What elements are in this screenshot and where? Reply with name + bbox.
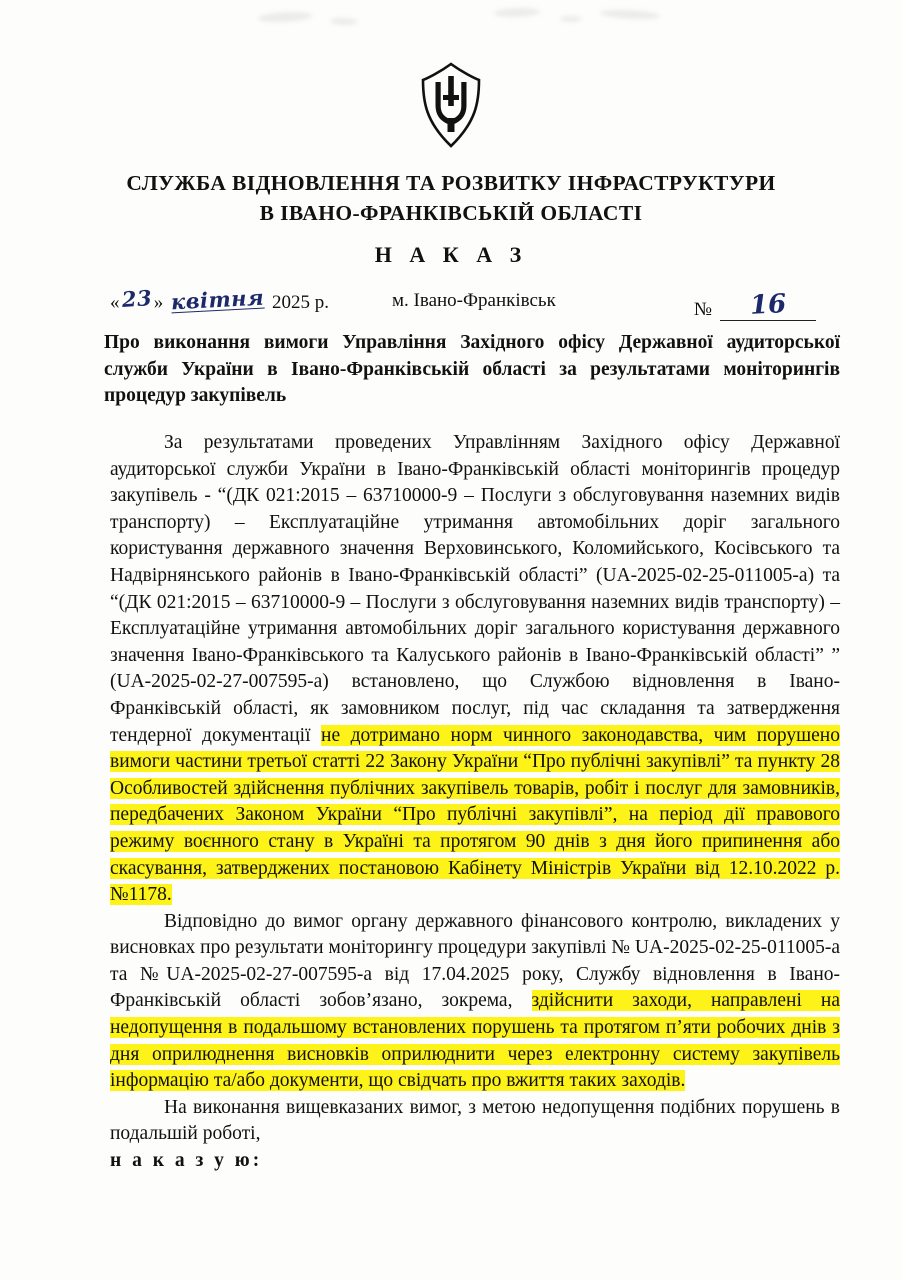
- document-date: [110, 284, 329, 315]
- document-number-line: [720, 290, 816, 321]
- organization-title: [60, 168, 842, 228]
- document-number-handwritten: 16: [749, 289, 787, 321]
- emblem-container: [0, 62, 902, 148]
- organization-title-line2: В ІВАНО-ФРАНКІВСЬКІЙ ОБЛАСТІ: [259, 201, 643, 225]
- paragraph-3-text: На виконання вищевказаних вимог, з метою недопущення подібних порушень в подальшій роботі,: [110, 1096, 840, 1145]
- document-number-label: №: [693, 299, 712, 320]
- date-day-handwritten: 23: [120, 284, 153, 313]
- body-paragraph-1: [110, 430, 840, 909]
- scan-artifact: [600, 8, 660, 20]
- document-type: Н А К А З: [374, 242, 528, 267]
- scan-artifact: [258, 11, 312, 24]
- paragraph-1-highlighted-text: не дотримано норм чинного законодавства, чим порушено вимоги частини третьої статті 22 Закону України “Про публічні закупівлі” та пункту 28 Особливостей здійснення публічних закупівель товарів, робіт і послуг для замовників, передбачених Законом України “Про публічні закупівлі”, на період дії правового режиму воєнного стану в Україні та протягом 90 днів з дня його припинення або скасування, затверджених постановою Кабінету Міністрів України від 12.10.2022 р. №1178.: [110, 724, 840, 906]
- document-body: [110, 430, 840, 1175]
- date-quote-close: »: [153, 292, 164, 313]
- order-keyword: н а к а з у ю:: [110, 1150, 263, 1172]
- date-month-handwritten: квітня: [170, 284, 265, 315]
- ukraine-trident-emblem: [420, 62, 482, 148]
- paragraph-1-segment-plain: За результатами проведених Управлінням Західного офісу Державної аудиторської служби України в Івано-Франківській області моніторингів процедур закупівель - “(ДК 021:2015 – 63710000-9 – Послуги з обслуговування наземних видів транспорту) – Експлуатаційне утримання автомобільних доріг загального користування державного значення Верховинського, Коломийського, Косівського та Надвірнянського районів в Івано-Франківській області” (UA-2025-02-25-011005-а) та “(ДК 021:2015 – 63710000-9 – Послуги з обслуговування наземних видів транспорту) – Експлуатаційне утримання автомобільних доріг загального користування державного значення Івано-Франківського та Калуського районів в Івано-Франківській області” ” (UA-2025-02-27-007595-а) встановлено, що Службою відновлення в Івано-Франківській області, як замовником послуг, під час складання та затвердження тендерної документації: [110, 432, 840, 746]
- paragraph-2-segment-plain: Відповідно до вимог органу державного фінансового контролю, викладених у висновках про результати моніторингу процедури закупівлі № UA-2025-02-25-011005-а та №UA-2025-02-27-007595-а від 17.04.2025 року, Службу відновлення в Івано-Франківській області зобов’язано, зокрема,: [110, 910, 840, 1012]
- organization-title-line1: СЛУЖБА ВІДНОВЛЕННЯ ТА РОЗВИТКУ ІНФРАСТРУКТУРИ: [126, 171, 776, 195]
- body-paragraph-3: [110, 1095, 840, 1148]
- document-subject: Про виконання вимоги Управління Західного офісу Державної аудиторської служби України в Івано-Франківській області за результатами моніторингів процедур закупівель: [104, 332, 840, 406]
- document-number: [694, 290, 816, 321]
- document-place: м. Івано-Франківськ: [392, 290, 556, 311]
- date-quote-open: «: [110, 292, 120, 313]
- document-meta-row: [110, 284, 822, 321]
- body-paragraph-2: [110, 909, 840, 1095]
- scan-artifact: [330, 18, 358, 26]
- paragraph-2-highlighted-text: здійснити заходи, направлені на недопущення в подальшому встановлених порушень та протягом п’яти робочих днів з дня оприлюднення висновків оприлюднити через електронну систему закупівель інформацію та/або документи, що свідчать про вжиття таких заходів.: [110, 990, 840, 1092]
- scan-artifact: [494, 7, 540, 18]
- scan-artifact: [560, 16, 582, 22]
- date-year: 2025 р.: [271, 292, 329, 313]
